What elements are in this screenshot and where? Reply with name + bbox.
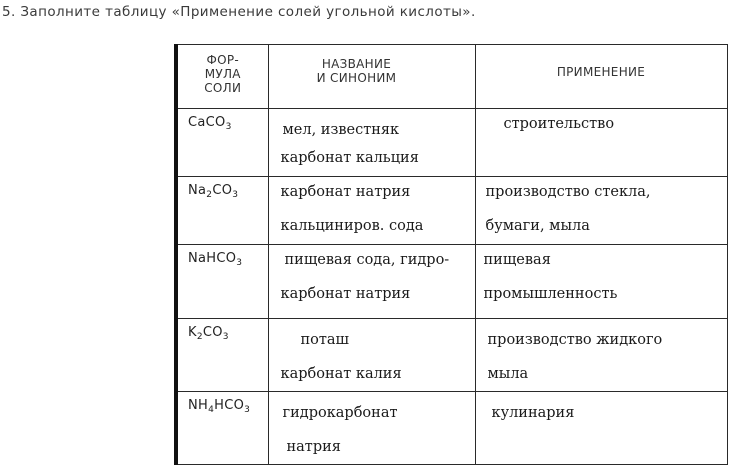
use-line: бумаги, мыла xyxy=(485,218,590,234)
table-row xyxy=(176,177,727,245)
use-cell xyxy=(475,319,727,392)
salt-formula: $NH_4HCO_3$ xyxy=(188,398,251,415)
formula-cell xyxy=(176,245,268,319)
salts-table-container xyxy=(174,44,725,465)
name-line: пищевая сода, гидро- xyxy=(284,252,450,268)
name-line: карбонат натрия xyxy=(280,286,411,302)
name-line: кальциниров. сода xyxy=(280,218,424,234)
salt-formula: CaCO$_3$ xyxy=(188,115,232,132)
name-cell xyxy=(268,177,475,245)
use-cell xyxy=(475,177,727,245)
formula-cell xyxy=(176,109,268,177)
header-use xyxy=(475,45,727,109)
salt-formula: $K_2CO_3$ xyxy=(188,325,229,342)
salt-formula: NaHCO$_3$ xyxy=(188,251,243,268)
name-cell xyxy=(268,109,475,177)
header-name-line: НАЗВАНИЕ xyxy=(321,57,392,71)
header-name xyxy=(268,45,475,109)
table-row xyxy=(176,109,727,177)
name-cell xyxy=(268,245,475,319)
use-cell xyxy=(475,245,727,319)
table-row xyxy=(176,392,727,465)
name-line: поташ xyxy=(300,332,350,348)
header-use-label: ПРИМЕНЕНИЕ xyxy=(556,65,646,79)
use-line: кулинария xyxy=(491,405,575,421)
use-cell xyxy=(475,109,727,177)
use-line: мыла xyxy=(487,366,529,382)
header-formula xyxy=(176,45,268,109)
name-cell xyxy=(268,319,475,392)
table-row xyxy=(176,245,727,319)
formula-cell xyxy=(176,177,268,245)
formula-cell xyxy=(176,319,268,392)
use-line: производство жидкого xyxy=(487,332,663,348)
formula-cell xyxy=(176,392,268,465)
use-cell xyxy=(475,392,727,465)
name-line: гидрокарбонат xyxy=(282,405,398,421)
name-line: мел, известняк xyxy=(282,122,400,138)
header-formula-line: СОЛИ xyxy=(204,81,242,95)
header-formula-line: ФОР- xyxy=(206,53,240,67)
name-cell xyxy=(268,392,475,465)
header-name-line: И СИНОНИМ xyxy=(316,71,397,85)
use-line: производство стекла, xyxy=(485,184,651,200)
header-formula-line: МУЛА xyxy=(204,67,241,81)
name-line: карбонат кальция xyxy=(280,150,419,166)
table-row xyxy=(176,319,727,392)
use-line: пищевая xyxy=(483,252,551,268)
task-title: 5. Заполните таблицу «Применение солей угольной кислоты». xyxy=(2,4,476,20)
salt-formula: $Na_2CO_3$ xyxy=(188,183,239,200)
name-line: карбонат натрия xyxy=(280,184,411,200)
name-line: натрия xyxy=(286,439,341,455)
use-line: промышленность xyxy=(483,286,618,302)
salts-table xyxy=(174,44,728,465)
table-header-row xyxy=(176,45,727,109)
use-line: строительство xyxy=(503,116,615,132)
name-line: карбонат калия xyxy=(280,366,402,382)
